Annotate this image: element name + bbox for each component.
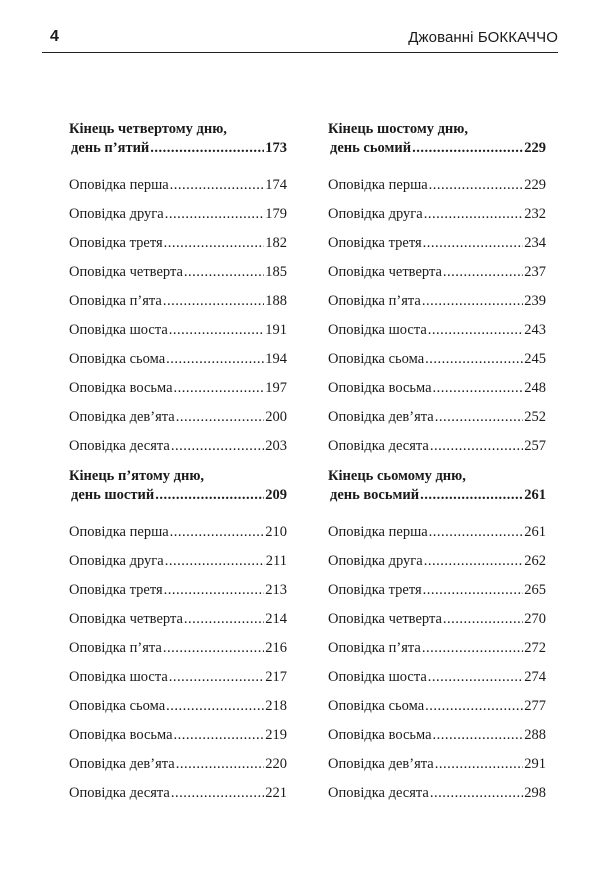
toc-entry [328,200,546,229]
section-heading-line2: день сьомий [330,140,412,156]
toc-entry [328,403,546,432]
section-heading-line2: день п’ятий [71,140,150,156]
toc-entry [328,605,546,634]
entry-page: 257 [524,438,546,454]
dot-leader [433,721,524,750]
entry-title: Оповідка п’ята [328,640,421,656]
entry-title: Оповідка п’ята [69,640,162,656]
entry-title: Оповідка сьома [328,351,425,367]
entry-page: 191 [265,322,287,338]
toc-entry [328,750,546,779]
entry-title: Оповідка дев’ята [69,409,175,425]
entry-title: Оповідка сьома [69,698,166,714]
dot-leader [174,721,265,750]
entry-page: 245 [524,351,546,367]
toc-entry [328,721,546,750]
entry-page: 229 [524,177,546,193]
entry-page: 194 [265,351,287,367]
dot-leader [164,576,265,605]
entry-title: Оповідка друга [328,206,423,222]
section-heading-line1: Кінець п’ятому дню, [69,468,205,484]
toc-entry [69,721,287,750]
section-page: 173 [265,140,287,156]
dot-leader [422,287,523,316]
entry-title: Оповідка четверта [69,264,183,280]
entry-title: Оповідка сьома [328,698,425,714]
entry-title: Оповідка четверта [328,611,442,627]
dot-leader [429,171,524,200]
entry-page: 261 [524,524,546,540]
toc-entry [328,345,546,374]
toc-entry [328,316,546,345]
dot-leader [428,663,523,692]
page-header [42,22,558,53]
toc-entry [69,374,287,403]
dot-leader [176,750,265,779]
entry-title: Оповідка дев’ята [328,756,434,772]
entry-page: 262 [524,553,546,569]
toc-entry [328,779,546,808]
entry-page: 243 [524,322,546,338]
entry-page: 217 [265,669,287,685]
dot-leader [184,605,264,634]
entry-title: Оповідка перша [328,524,428,540]
section-heading-line2: день восьмий [330,487,420,503]
toc-entries [69,518,287,808]
dot-leader [443,605,523,634]
entry-title: Оповідка перша [69,524,169,540]
section-heading-line1: Кінець сьомому дню, [328,468,466,484]
dot-leader [422,634,523,663]
toc-entry [69,518,287,547]
toc-entry [69,171,287,200]
entry-page: 182 [265,235,287,251]
dot-leader [435,750,524,779]
entry-page: 185 [265,264,287,280]
entry-page: 213 [265,582,287,598]
dot-leader [166,692,264,721]
dot-leader [424,547,524,576]
entry-title: Оповідка восьма [69,380,173,396]
entry-title: Оповідка шоста [69,322,168,338]
toc-entry [328,518,546,547]
toc-entry [69,576,287,605]
section-heading [328,467,546,505]
section-heading [69,467,287,505]
toc-entry [328,692,546,721]
section-heading-line1: Кінець шостому дню, [328,121,468,137]
toc-entry [69,779,287,808]
entry-title: Оповідка перша [69,177,169,193]
entry-title: Оповідка десята [328,785,429,801]
entry-page: 248 [524,380,546,396]
toc-section [328,467,546,808]
entry-title: Оповідка друга [328,553,423,569]
entry-title: Оповідка дев’ята [328,409,434,425]
toc-entry [69,605,287,634]
dot-leader [155,486,264,505]
entry-page: 214 [265,611,287,627]
dot-leader [174,374,265,403]
toc-entry [69,258,287,287]
dot-leader [164,229,265,258]
dot-leader [184,258,264,287]
dot-leader [170,518,265,547]
entry-title: Оповідка четверта [69,611,183,627]
dot-leader [165,200,265,229]
dot-leader [423,576,524,605]
entry-page: 221 [265,785,287,801]
toc-entry [69,316,287,345]
entry-page: 210 [265,524,287,540]
dot-leader [176,403,265,432]
entry-title: Оповідка дев’ята [69,756,175,772]
entry-page: 216 [265,640,287,656]
toc-entry [328,258,546,287]
entry-title: Оповідка восьма [328,727,432,743]
toc-entries [69,171,287,461]
entry-page: 237 [524,264,546,280]
entry-page: 234 [524,235,546,251]
dot-leader [430,779,523,808]
dot-leader [443,258,523,287]
section-page: 261 [524,487,546,503]
section-page: 209 [265,487,287,503]
entry-page: 239 [524,293,546,309]
dot-leader [412,139,523,158]
entry-page: 220 [265,756,287,772]
toc-entry [328,171,546,200]
entry-page: 200 [265,409,287,425]
entry-page: 203 [265,438,287,454]
entry-title: Оповідка третя [69,582,163,598]
dot-leader [170,171,265,200]
entry-page: 252 [524,409,546,425]
toc-entry [69,403,287,432]
dot-leader [428,316,523,345]
entry-title: Оповідка п’ята [69,293,162,309]
dot-leader [429,518,524,547]
dot-leader [430,432,523,461]
toc-entry [328,432,546,461]
toc-entry [328,634,546,663]
dot-leader [166,345,264,374]
entry-page: 298 [524,785,546,801]
entry-title: Оповідка десята [69,785,170,801]
entry-title: Оповідка восьма [69,727,173,743]
dot-leader [433,374,524,403]
running-title: Джованні БОККАЧЧО [408,29,558,46]
entry-title: Оповідка сьома [69,351,166,367]
section-heading-line1: Кінець четвертому дню, [69,121,227,137]
section-page: 229 [524,140,546,156]
entry-title: Оповідка шоста [69,669,168,685]
entry-page: 232 [524,206,546,222]
entry-title: Оповідка десята [69,438,170,454]
section-heading-line2: день шостий [71,487,155,503]
entry-title: Оповідка друга [69,553,164,569]
entry-page: 288 [524,727,546,743]
toc-entry [328,576,546,605]
dot-leader [424,200,524,229]
toc-section [69,120,287,461]
entry-title: Оповідка шоста [328,322,427,338]
page-number: 4 [50,28,59,45]
dot-leader [420,486,523,505]
toc-entry [69,634,287,663]
toc-entry [328,663,546,692]
toc-entry [69,692,287,721]
entry-title: Оповідка третя [69,235,163,251]
entry-title: Оповідка друга [69,206,164,222]
section-heading [328,120,546,158]
toc-entry [69,229,287,258]
entry-title: Оповідка десята [328,438,429,454]
dot-leader [435,403,524,432]
entry-page: 272 [524,640,546,656]
entry-page: 277 [524,698,546,714]
toc-entry [328,287,546,316]
toc-entries [328,171,546,461]
toc-entry [328,229,546,258]
entry-title: Оповідка шоста [328,669,427,685]
entry-title: Оповідка четверта [328,264,442,280]
dot-leader [150,139,264,158]
toc-entry [69,750,287,779]
dot-leader [423,229,524,258]
dot-leader [171,779,264,808]
entry-page: 218 [265,698,287,714]
entry-page: 174 [265,177,287,193]
entry-page: 211 [265,553,287,569]
toc-entry [69,663,287,692]
dot-leader [163,634,264,663]
entry-page: 197 [265,380,287,396]
entry-page: 179 [265,206,287,222]
dot-leader [169,663,264,692]
dot-leader [163,287,264,316]
toc-entry [69,547,287,576]
entry-title: Оповідка перша [328,177,428,193]
toc-section [328,120,546,461]
entry-title: Оповідка п’ята [328,293,421,309]
entry-title: Оповідка восьма [328,380,432,396]
toc-entry [328,374,546,403]
toc-entry [69,432,287,461]
entry-page: 270 [524,611,546,627]
toc-entry [69,287,287,316]
entry-page: 188 [265,293,287,309]
dot-leader [169,316,264,345]
dot-leader [425,345,523,374]
section-heading [69,120,287,158]
entry-page: 291 [524,756,546,772]
entry-page: 274 [524,669,546,685]
entry-title: Оповідка третя [328,235,422,251]
dot-leader [171,432,264,461]
entry-page: 265 [524,582,546,598]
entry-page: 219 [265,727,287,743]
toc-entry [328,547,546,576]
toc-entry [69,200,287,229]
toc-entries [328,518,546,808]
dot-leader [165,547,265,576]
toc-entry [69,345,287,374]
entry-title: Оповідка третя [328,582,422,598]
toc-section [69,467,287,808]
dot-leader [425,692,523,721]
